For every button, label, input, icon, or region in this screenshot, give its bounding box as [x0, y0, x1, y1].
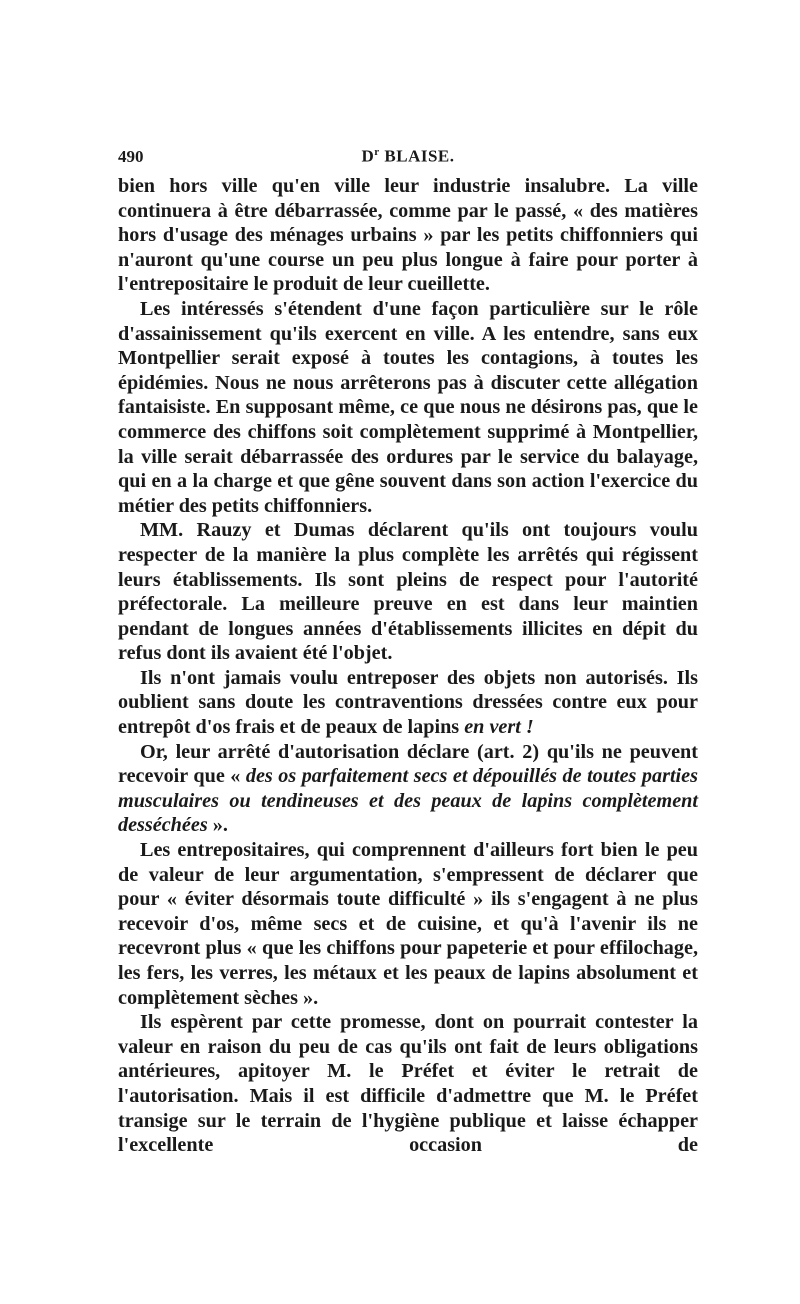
text-segment: Les entrepositaires, qui comprennent d'ailleurs fort bien le peu de valeur de leur argumentation, s'empressent de déclarer que pour « éviter désormais toute difficulté » ils s'engagent à ne plus recevoir d'os, même secs et de cuisine, et qu'à l'avenir ils ne recevront plus « que les chiffons pour papeterie et pour effilochage, les fers, les verres, les métaux et les peaux de lapins absolument et complètement sèches ».: [118, 839, 698, 1009]
text-segment: ».: [207, 814, 228, 837]
text-segment: Or, leur arrêté d'autorisation déclare (art. 2) qu'ils ne peuvent recevoir que «: [118, 740, 698, 788]
text-segment: Ils espèrent par cette promesse, dont on pourrait contester la valeur en raison du peu de cas qu'ils ont fait de leurs obligations antérieures, apitoyer M. le Préfet et éviter le retrait de l'autorisation. Mais il est difficile d'admettre que M. le Préfet transige sur le terrain de l'hygiène publique et laisse échapper l'excellente occasion de: [118, 1011, 698, 1157]
paragraph: [118, 838, 698, 1010]
paragraph: [118, 174, 698, 297]
italic-text: en vert !: [464, 716, 534, 739]
paragraph: [118, 1010, 698, 1158]
body-text: [118, 174, 698, 1158]
document-page: [118, 146, 698, 1158]
paragraph: [118, 297, 698, 518]
page-number: 490: [118, 146, 144, 166]
author-sup: r: [374, 146, 380, 158]
paragraph: [118, 740, 698, 838]
paragraph: [118, 518, 698, 666]
text-segment: bien hors ville qu'en ville leur industrie insalubre. La ville continuera à être débarrassée, comme par le passé, « des matières hors d'usage des ménages urbains » par les petits chiffonniers qui n'auront qu'une course un peu plus longue à faire pour porter à l'entrepositaire le produit de leur cueillette.: [118, 175, 698, 296]
author-prefix: D: [361, 146, 375, 166]
italic-text: des os parfaitement secs et dépouillés de toutes parties musculaires ou tendineuses et des peaux de lapins complètement desséchées: [118, 765, 698, 837]
paragraph: [118, 666, 698, 740]
text-segment: MM. Rauzy et Dumas déclarent qu'ils ont toujours voulu respecter de la manière la plus complète les arrêtés qui régissent leurs établissements. Ils sont pleins de respect pour l'autorité préfectorale. La meilleure preuve en est dans leur maintien pendant de longues années d'établissements illicites en dépit du refus dont ils avaient été l'objet.: [118, 519, 698, 665]
running-head: [158, 146, 698, 167]
text-segment: Ils n'ont jamais voulu entreposer des objets non autorisés. Ils oublient sans doute les contraventions dressées contre eux pour entrepôt d'os frais et de peaux de lapins: [118, 666, 698, 739]
author-name: BLAISE.: [384, 146, 455, 166]
text-segment: Les intéressés s'étendent d'une façon particulière sur le rôle d'assainissement qu'ils exercent en ville. A les entendre, sans eux Montpellier serait exposé à toutes les contagions, à toutes les épidémies. Nous ne nous arrêterons pas à discuter cette allégation fantaisiste. En supposant même, ce que nous ne désirons pas, que le commerce des chiffons soit complètement supprimé à Montpellier, la ville serait débarrassée des ordures par le service du balayage, qui en a la charge et que gêne souvent dans son action l'exercice du métier des petits chiffonniers.: [118, 297, 698, 517]
page-header: [118, 146, 698, 172]
